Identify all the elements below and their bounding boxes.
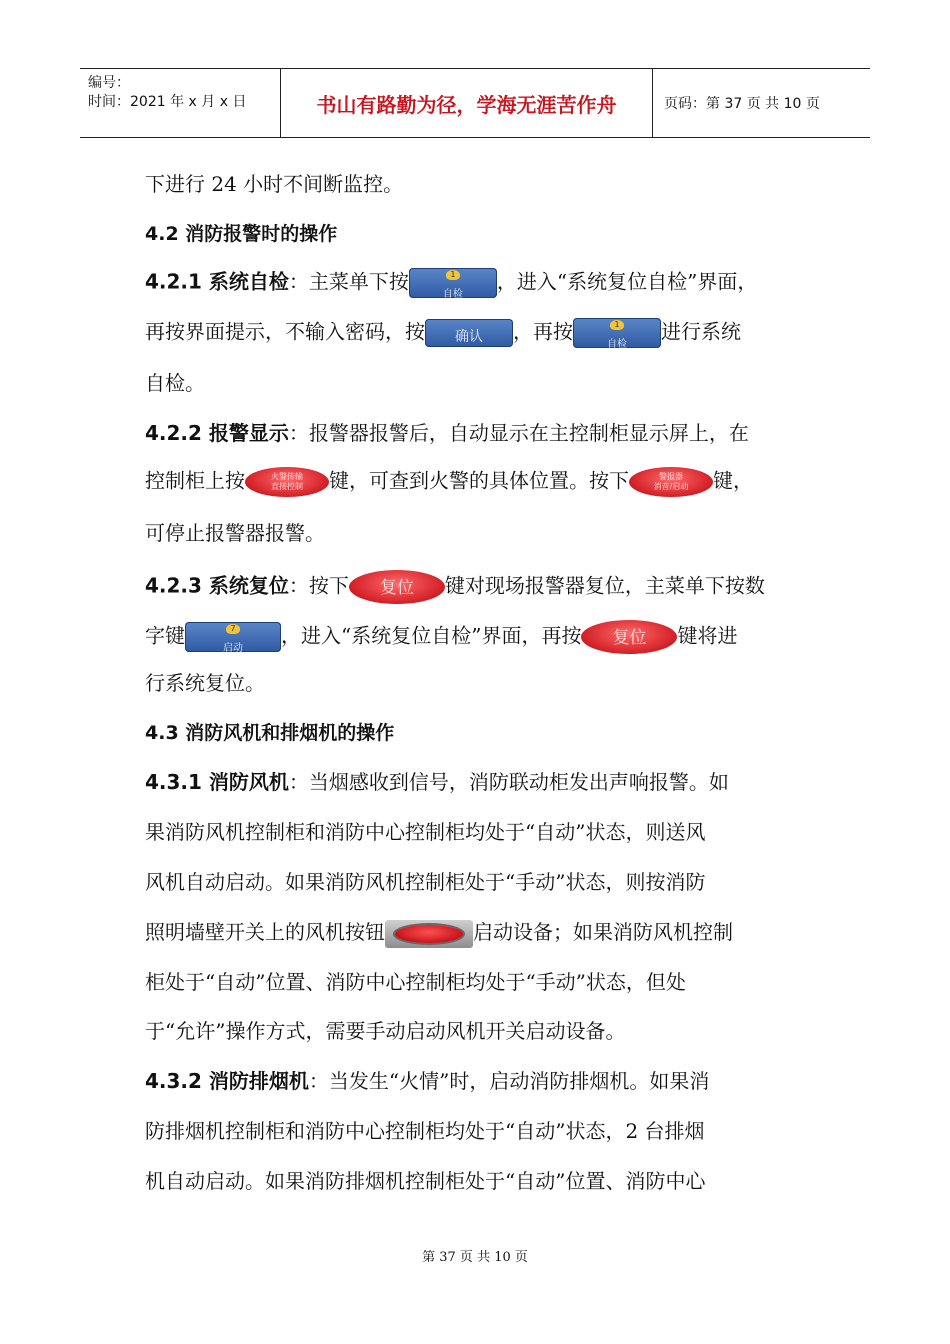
start-key-icon: 7 启动 [185, 622, 281, 652]
text-line: 下进行 24 小时不间断监控。 [145, 172, 404, 196]
paragraph-line: 于“允许”操作方式，需要手动启动风机开关启动设备。 [145, 1019, 626, 1043]
header-motto: 书山有路勤为径，学海无涯苦作舟 [281, 69, 653, 137]
section-heading-4-3: 4.3 消防风机和排烟机的操作 [145, 722, 395, 744]
paragraph-line: 自检。 [145, 371, 205, 395]
reset-key-icon: 复位 [349, 570, 445, 604]
paragraph-line: 果消防风机控制柜和消防中心控制柜均处于“自动”状态，则送风 [145, 820, 706, 844]
paragraph-4-3-1: 4.3.1 消防风机：当烟感收到信号，消防联动柜发出声响报警。如 [145, 770, 729, 794]
paragraph-line: 风机自动启动。如果消防风机控制柜处于“手动”状态，则按消防 [145, 870, 706, 894]
paragraph-4-2-2: 4.2.2 报警显示：报警器报警后，自动显示在主控制柜显示屏上，在 [145, 421, 749, 445]
paragraph-line: 照明墙壁开关上的风机按钮 启动设备；如果消防风机控制 [145, 919, 733, 948]
header-meta-cell [80, 69, 281, 137]
paragraph-line: 字键 7 启动 ，进入“系统复位自检”界面，再按 复位 键将进 [145, 620, 737, 654]
self-check-key-icon: 1 自检 [409, 268, 497, 298]
paragraph-4-2-3: 4.2.3 系统复位：按下 复位 键对现场报警器复位，主菜单下按数 [145, 570, 765, 604]
paragraph-line: 机自动启动。如果消防排烟机控制柜处于“自动”位置、消防中心 [145, 1169, 706, 1193]
paragraph-4-3-2: 4.3.2 消防排烟机：当发生“火情”时，启动消防排烟机。如果消 [145, 1069, 710, 1093]
paragraph-line: 可停止报警器报警。 [145, 521, 325, 545]
page-footer: 第 37 页 共 10 页 [422, 1250, 528, 1265]
reset-key-icon: 复位 [581, 620, 677, 654]
fan-button-icon [385, 920, 473, 948]
paragraph-line: 行系统复位。 [145, 671, 265, 695]
alarm-silence-key-icon: 警报器 消音/启动 [629, 467, 713, 497]
subsection-title: 4.3.2 消防排烟机 [145, 1069, 309, 1093]
subsection-title: 4.2.2 报警显示 [145, 421, 289, 445]
paragraph-line: 控制柜上按 火警传输 直接控制 键，可查到火警的具体位置。按下 警报器 消音/启动 键， [145, 467, 753, 497]
fire-transmit-key-icon: 火警传输 直接控制 [245, 467, 329, 497]
paragraph-line: 柜处于“自动”位置、消防中心控制柜均处于“手动”状态，但处 [145, 970, 686, 994]
header-page-info: 页码：第 37 页 共 10 页 [664, 96, 820, 112]
subsection-title: 4.3.1 消防风机 [145, 770, 289, 794]
time-label: 时间：2021 年 x 月 x 日 [88, 94, 247, 110]
paragraph-line: 再按界面提示，不输入密码，按 确认 ，再按 1 自检 进行系统 [145, 319, 741, 350]
paragraph-4-2-1: 4.2.1 系统自检：主菜单下按 1 自检 ，进入“系统复位自检”界面， [145, 269, 758, 300]
header-table [80, 68, 870, 138]
subsection-title: 4.2.1 系统自检 [145, 269, 289, 294]
section-heading-4-2: 4.2 消防报警时的操作 [145, 223, 338, 245]
confirm-key-icon: 确认 [425, 319, 513, 347]
code-label: 编号： [88, 75, 130, 91]
paragraph-line: 防排烟机控制柜和消防中心控制柜均处于“自动”状态，2 台排烟 [145, 1119, 705, 1143]
self-check-key-icon: 1 自检 [573, 318, 661, 348]
subsection-title: 4.2.3 系统复位 [145, 573, 289, 598]
